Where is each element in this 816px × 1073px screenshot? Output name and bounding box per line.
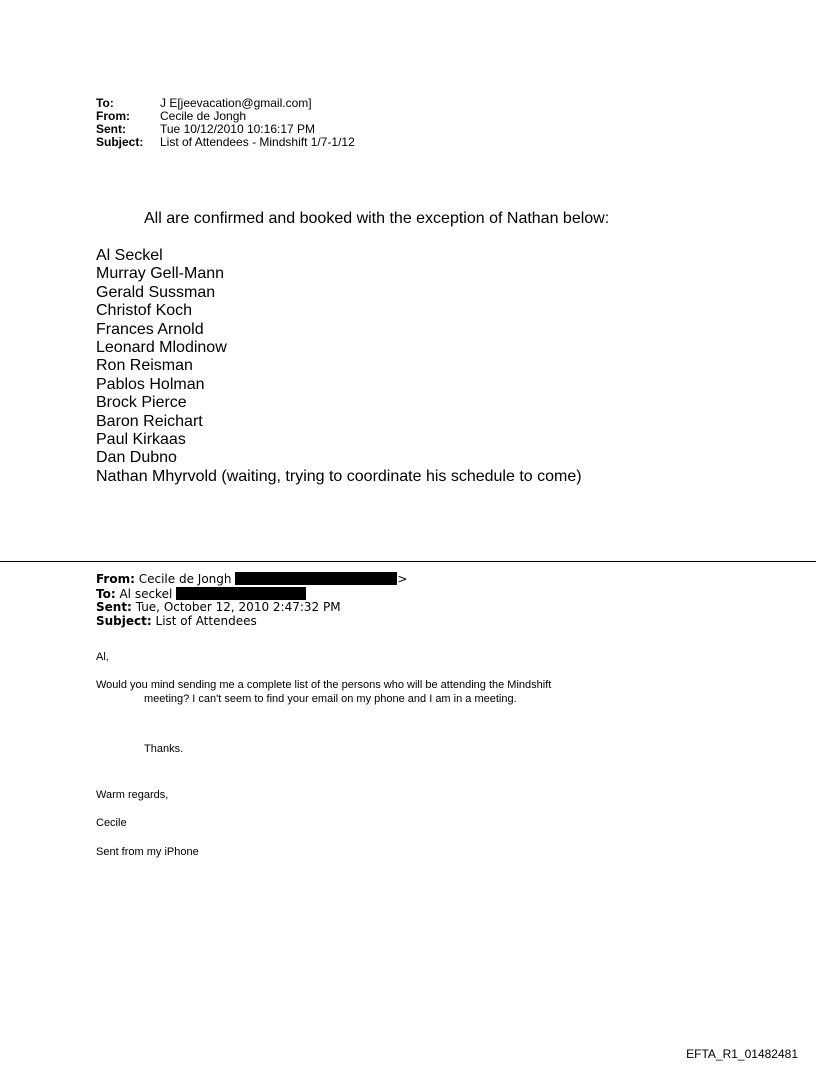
quoted-from-value: Cecile de Jongh — [138, 572, 232, 586]
sent-label: Sent: — [96, 122, 126, 136]
quoted-sent-label: Sent: — [96, 600, 132, 615]
to-value: J E[jeevacation@gmail.com] — [160, 96, 312, 110]
sent-value: Tue 10/12/2010 10:16:17 PM — [160, 122, 316, 136]
closing-text: Warm regards, — [96, 789, 169, 801]
greeting: Al, — [96, 651, 109, 663]
quoted-to-value: Al seckel — [119, 586, 173, 601]
to-label: To: — [96, 96, 114, 110]
attendee-item: Paul Kirkaas — [96, 431, 186, 449]
quoted-sent-value: Tue, October 12, 2010 2:47:32 PM — [135, 600, 341, 615]
quoted-header — [96, 572, 407, 628]
thanks-text: Thanks. — [144, 743, 184, 755]
attendee-item: Christof Koch — [96, 302, 193, 320]
quoted-from-label: From: — [96, 572, 135, 586]
subject-label: Subject: — [96, 135, 144, 149]
document-id: EFTA_R1_01482481 — [686, 1047, 798, 1061]
quoted-to-row — [96, 587, 407, 602]
message-divider — [0, 561, 816, 562]
attendee-item: Pablos Holman — [96, 375, 205, 393]
quoted-from-tail: > — [397, 572, 408, 586]
attendee-item: Frances Arnold — [96, 320, 204, 338]
attendee-item: Gerald Sussman — [96, 283, 216, 301]
quoted-from-row — [96, 572, 407, 587]
from-value: Cecile de Jongh — [160, 109, 247, 123]
attendee-item: Murray Gell-Mann — [96, 265, 225, 283]
quoted-subject-value: List of Attendees — [155, 613, 257, 628]
attendee-item: Ron Reisman — [96, 357, 193, 375]
attendee-item: Dan Dubno — [96, 449, 177, 467]
from-label: From: — [96, 109, 130, 123]
subject-value: List of Attendees - Mindshift 1/7-1/12 — [160, 135, 355, 149]
attendee-item: Brock Pierce — [96, 394, 187, 412]
redaction-box — [235, 572, 397, 585]
quoted-subject-label: Subject: — [96, 613, 152, 628]
intro-text: All are confirmed and booked with the exception of Nathan below: — [144, 210, 610, 227]
attendee-item: Baron Reichart — [96, 412, 203, 430]
attendee-item: Leonard Mlodinow — [96, 339, 227, 357]
message-line-2: meeting? I can't seem to find your email on my phone and I am in a meeting. — [144, 693, 517, 705]
signature-text: Cecile — [96, 817, 127, 829]
attendee-list — [96, 247, 582, 486]
quoted-subject-row — [96, 615, 407, 629]
quoted-to-label: To: — [96, 586, 116, 601]
subject-row — [96, 136, 355, 149]
message-line-1: Would you mind sending me a complete list of the persons who will be attending the Mindshift — [96, 679, 552, 691]
sent-from-text: Sent from my iPhone — [96, 846, 199, 858]
attendee-item: Al Seckel — [96, 247, 163, 264]
quoted-sent-row — [96, 601, 407, 615]
email-header — [96, 97, 355, 149]
redaction-box — [176, 587, 306, 600]
attendee-item: Nathan Mhyrvold (waiting, trying to coordinate his schedule to come) — [96, 467, 582, 485]
